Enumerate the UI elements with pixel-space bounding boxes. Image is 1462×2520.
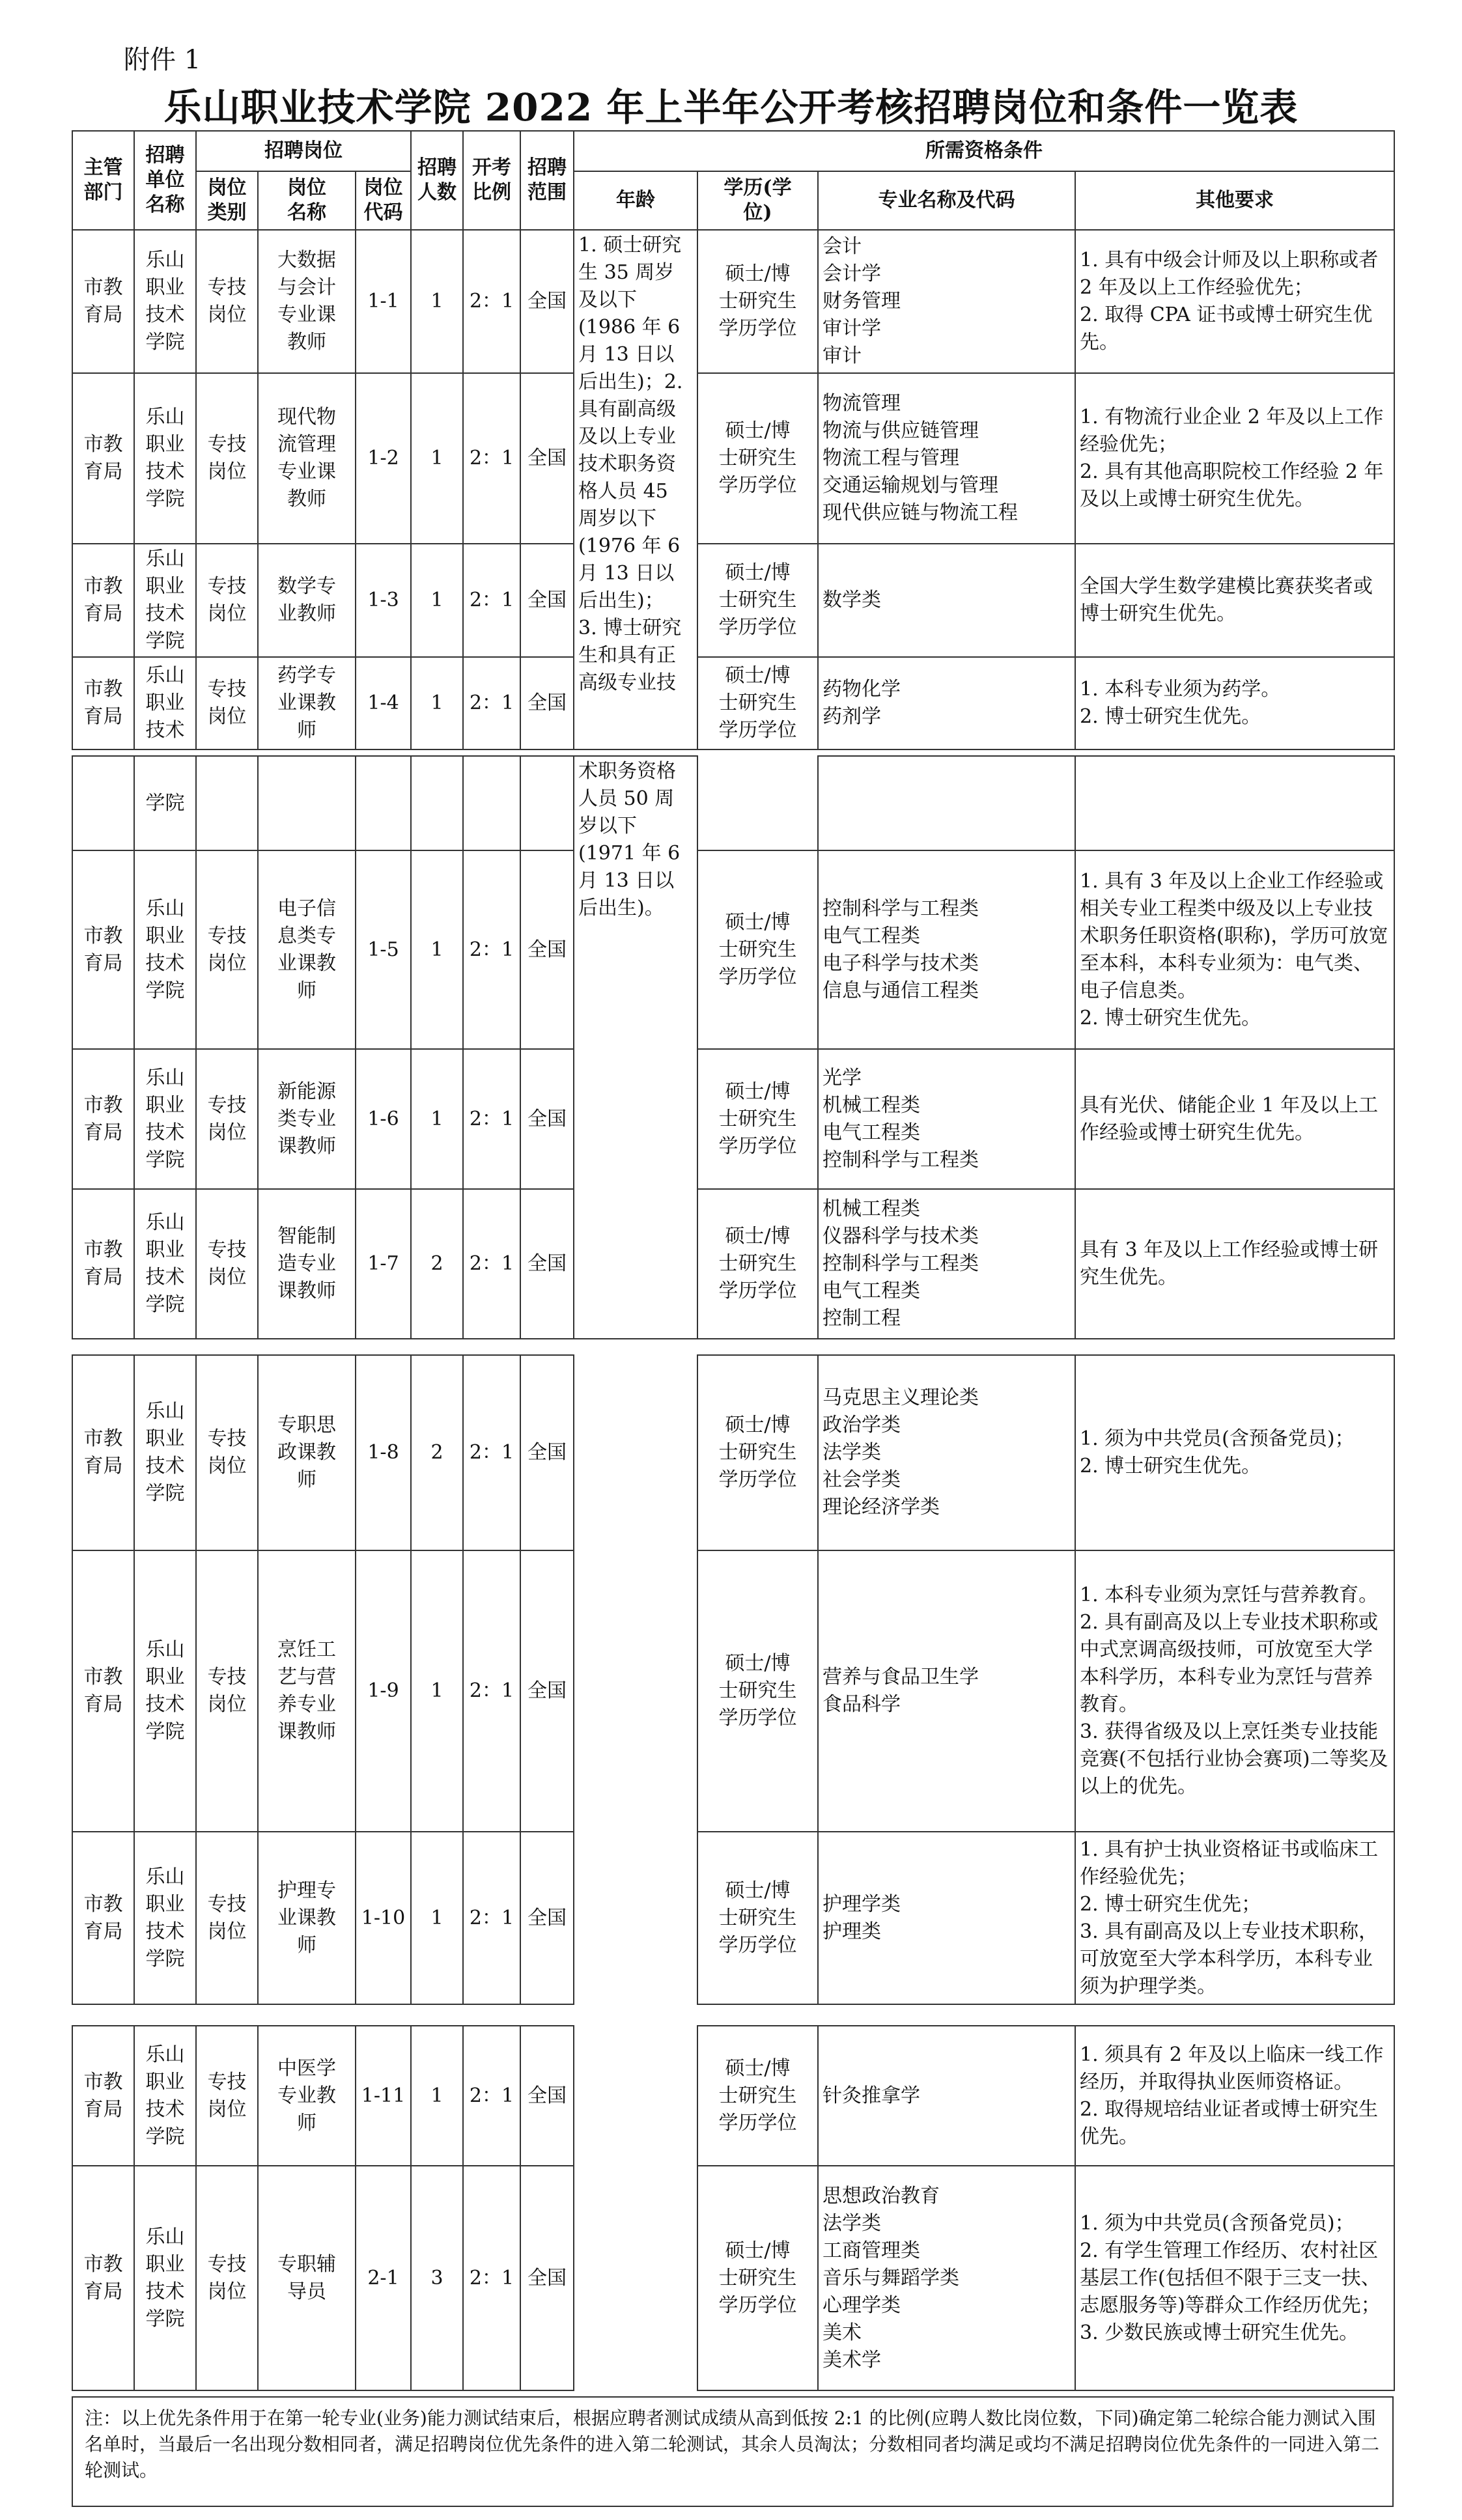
header-post-code: 岗位 代码: [356, 171, 411, 230]
cell-dept: 市教 育局: [72, 373, 134, 544]
cell-edu: 硕士/博 士研究生 学历学位: [697, 544, 818, 657]
cell-unit-continued: 学院: [134, 756, 196, 850]
cell-type: 专技 岗位: [196, 373, 258, 544]
cell-name: 数学专 业教师: [258, 544, 356, 657]
cell-major: 机械工程类 仪器科学与技术类 控制科学与工程类 电气工程类 控制工程: [818, 1189, 1075, 1339]
cell-count: 1: [411, 850, 463, 1049]
table-row: [72, 850, 1394, 1049]
cell-edu: 硕士/博 士研究生 学历学位: [697, 850, 818, 1049]
cell-dept: 市教 育局: [72, 2026, 134, 2166]
cell-edu: 硕士/博 士研究生 学历学位: [697, 1550, 818, 1832]
cell-dept: 市教 育局: [72, 1189, 134, 1339]
table-row: [72, 1189, 1394, 1339]
table-row: [72, 544, 1394, 657]
cell-edu: 硕士/博 士研究生 学历学位: [697, 230, 818, 373]
cell-edu: 硕士/博 士研究生 学历学位: [697, 373, 818, 544]
cell-other: 具有 3 年及以上工作经验或博士研究生优先。: [1075, 1189, 1394, 1339]
cell-edu: 硕士/博 士研究生 学历学位: [697, 1189, 818, 1339]
cell-count: 1: [411, 230, 463, 373]
cell-type: 专技 岗位: [196, 657, 258, 749]
cell-other: 1. 有物流行业企业 2 年及以上工作经验优先； 2. 具有其他高职院校工作经验 2 年及以上或博士研究生优先。: [1075, 373, 1394, 544]
cell-dept: 市教 育局: [72, 1049, 134, 1189]
cell-major: 控制科学与工程类 电气工程类 电子科学与技术类 信息与通信工程类: [818, 850, 1075, 1049]
cell-scope: 全国: [520, 544, 574, 657]
cell-count: 1: [411, 2026, 463, 2166]
page-title: 乐山职业技术学院 2022 年上半年公开考核招聘岗位和条件一览表: [163, 85, 1299, 130]
cell-other: 1. 具有 3 年及以上企业工作经验或相关专业工程类中级及以上专业技术职务任职资格(职称)，学历可放宽至本科，本科专业须为：电气类、电子信息类。 2. 博士研究生优先。: [1075, 850, 1394, 1049]
header-post-type: 岗位 类别: [196, 171, 258, 230]
cell-dept: 市教 育局: [72, 1550, 134, 1832]
recruitment-table-part-1: [72, 130, 1395, 750]
cell-unit: 乐山 职业 技术 学院: [134, 1355, 196, 1550]
cell-type: 专技 岗位: [196, 1832, 258, 2004]
cell-name: 智能制 造专业 课教师: [258, 1189, 356, 1339]
header-post-name: 岗位 名称: [258, 171, 356, 230]
cell-major: 营养与食品卫生学 食品科学: [818, 1550, 1075, 1832]
cell-unit: 乐山 职业 技术: [134, 657, 196, 749]
cell-code: 1-1: [356, 230, 411, 373]
cell-name: 中医学 专业教 师: [258, 2026, 356, 2166]
cell-edu: 硕士/博 士研究生 学历学位: [697, 1049, 818, 1189]
cell-code: 1-5: [356, 850, 411, 1049]
cell-code: 1-6: [356, 1049, 411, 1189]
cell-scope: 全国: [520, 1550, 574, 1832]
cell-other: 具有光伏、储能企业 1 年及以上工作经验或博士研究生优先。: [1075, 1049, 1394, 1189]
cell-code: 1-7: [356, 1189, 411, 1339]
cell-scope: 全国: [520, 1355, 574, 1550]
attachment-label: 附件 1: [124, 45, 201, 75]
cell-dept: 市教 育局: [72, 544, 134, 657]
table-row: [72, 657, 1394, 749]
cell-type: 专技 岗位: [196, 230, 258, 373]
cell-name: 新能源 类专业 课教师: [258, 1049, 356, 1189]
cell-count: 1: [411, 1049, 463, 1189]
header-unit: 招聘 单位 名称: [134, 131, 196, 230]
header-qualification-group: 所需资格条件: [574, 131, 1394, 171]
cell-scope: 全国: [520, 373, 574, 544]
table-row: [72, 1355, 1394, 1550]
cell-scope: 全国: [520, 2026, 574, 2166]
cell-dept: 市教 育局: [72, 850, 134, 1049]
recruitment-table-part-4: [72, 2025, 1395, 2391]
cell-scope: 全国: [520, 1049, 574, 1189]
cell-count: 3: [411, 2166, 463, 2390]
cell-ratio: 2：1: [463, 2166, 520, 2390]
cell-edu: 硕士/博 士研究生 学历学位: [697, 1355, 818, 1550]
cell-count: 1: [411, 1550, 463, 1832]
cell-ratio: 2：1: [463, 2026, 520, 2166]
cell-edu: 硕士/博 士研究生 学历学位: [697, 1832, 818, 2004]
cell-count: 1: [411, 1832, 463, 2004]
cell-edu: 硕士/博 士研究生 学历学位: [697, 657, 818, 749]
cell-unit: 乐山 职业 技术 学院: [134, 1189, 196, 1339]
cell-ratio: 2：1: [463, 373, 520, 544]
cell-type: 专技 岗位: [196, 1550, 258, 1832]
cell-scope: 全国: [520, 2166, 574, 2390]
cell-name: 现代物 流管理 专业课 教师: [258, 373, 356, 544]
cell-major: 物流管理 物流与供应链管理 物流工程与管理 交通运输规划与管理 现代供应链与物流工程: [818, 373, 1075, 544]
footnote: 注：以上优先条件用于在第一轮专业(业务)能力测试结束后，根据应聘者测试成绩从高到低按 2:1 的比例(应聘人数比岗位数，下同)确定第二轮综合能力测试入围名单时，当最后一名出现分数相同者，满足招聘岗位优先条件的进入第二轮测试，其余人员淘汰；分数相同者均满足或均不满足招聘岗位优先条件的一同进入第二轮测试。: [72, 2396, 1394, 2507]
cell-edu: 硕士/博 士研究生 学历学位: [697, 2166, 818, 2390]
cell-major: 针灸推拿学: [818, 2026, 1075, 2166]
cell-code: 1-2: [356, 373, 411, 544]
cell-scope: 全国: [520, 230, 574, 373]
cell-unit: 乐山 职业 技术 学院: [134, 2166, 196, 2390]
cell-unit: 乐山 职业 技术 学院: [134, 373, 196, 544]
cell-code: 2-1: [356, 2166, 411, 2390]
cell-unit: 乐山 职业 技术 学院: [134, 544, 196, 657]
cell-type: 专技 岗位: [196, 1189, 258, 1339]
header-dept: 主管 部门: [72, 131, 134, 230]
table-row: [72, 1832, 1394, 2004]
cell-major: 思想政治教育 法学类 工商管理类 音乐与舞蹈学类 心理学类 美术 美术学: [818, 2166, 1075, 2390]
cell-unit: 乐山 职业 技术 学院: [134, 2026, 196, 2166]
cell-major: 数学类: [818, 544, 1075, 657]
cell-major: 护理学类 护理类: [818, 1832, 1075, 2004]
recruitment-table-part-3: [72, 1354, 1395, 2005]
cell-ratio: 2：1: [463, 230, 520, 373]
cell-ratio: 2：1: [463, 1355, 520, 1550]
cell-other: 1. 具有护士执业资格证书或临床工作经验优先； 2. 博士研究生优先； 3. 具有副高及以上专业技术职称，可放宽至大学本科学历，本科专业须为护理学类。: [1075, 1832, 1394, 2004]
cell-scope: 全国: [520, 657, 574, 749]
cell-scope: 全国: [520, 1832, 574, 2004]
header-post-group: 招聘岗位: [196, 131, 411, 171]
table-row: [72, 230, 1394, 373]
cell-dept: 市教 育局: [72, 2166, 134, 2390]
cell-name: 护理专 业课教 师: [258, 1832, 356, 2004]
cell-other: 1. 须具有 2 年及以上临床一线工作经历，并取得执业医师资格证。 2. 取得规培结业证者或博士研究生优先。: [1075, 2026, 1394, 2166]
cell-count: 2: [411, 1189, 463, 1339]
table-row: [72, 1049, 1394, 1189]
cell-other: 1. 具有中级会计师及以上职称或者 2 年及以上工作经验优先； 2. 取得 CPA 证书或博士研究生优先。: [1075, 230, 1394, 373]
cell-dept: 市教 育局: [72, 1832, 134, 2004]
header-age: 年龄: [574, 171, 697, 230]
table-row: [72, 1550, 1394, 1832]
cell-code: 1-11: [356, 2026, 411, 2166]
cell-other: 1. 本科专业须为药学。 2. 博士研究生优先。: [1075, 657, 1394, 749]
cell-ratio: 2：1: [463, 657, 520, 749]
header-count: 招聘 人数: [411, 131, 463, 230]
cell-count: 2: [411, 1355, 463, 1550]
cell-age-part-1: 1. 硕士研究 生 35 周岁 及以下 (1986 年 6 月 13 日以 后出生)；2. 具有副高级 及以上专业 技术职务资 格人员 45 周岁以下 (1976 年 6 月 13 日以 后出生)； 3. 博士研究 生和具有正 高级专业技: [574, 230, 697, 749]
cell-dept: 市教 育局: [72, 657, 134, 749]
table-row: [72, 2166, 1394, 2390]
cell-other: 1. 须为中共党员(含预备党员)； 2. 有学生管理工作经历、农村社区基层工作(包括但不限于三支一扶、志愿服务等)等群众工作经历优先； 3. 少数民族或博士研究生优先。: [1075, 2166, 1394, 2390]
cell-type: 专技 岗位: [196, 2166, 258, 2390]
cell-code: 1-3: [356, 544, 411, 657]
cell-ratio: 2：1: [463, 850, 520, 1049]
cell-count: 1: [411, 544, 463, 657]
cell-dept: 市教 育局: [72, 1355, 134, 1550]
cell-count: 1: [411, 657, 463, 749]
cell-code: 1-8: [356, 1355, 411, 1550]
cell-ratio: 2：1: [463, 544, 520, 657]
cell-count: 1: [411, 373, 463, 544]
cell-dept: 市教 育局: [72, 230, 134, 373]
cell-edu: 硕士/博 士研究生 学历学位: [697, 2026, 818, 2166]
cell-ratio: 2：1: [463, 1550, 520, 1832]
cell-ratio: 2：1: [463, 1049, 520, 1189]
cell-unit: 乐山 职业 技术 学院: [134, 850, 196, 1049]
cell-scope: 全国: [520, 1189, 574, 1339]
cell-other: 全国大学生数学建模比赛获奖者或博士研究生优先。: [1075, 544, 1394, 657]
cell-type: 专技 岗位: [196, 1049, 258, 1189]
cell-type: 专技 岗位: [196, 544, 258, 657]
cell-other: 1. 须为中共党员(含预备党员)； 2. 博士研究生优先。: [1075, 1355, 1394, 1550]
cell-unit: 乐山 职业 技术 学院: [134, 1049, 196, 1189]
cell-major: 会计 会计学 财务管理 审计学 审计: [818, 230, 1075, 373]
cell-code: 1-9: [356, 1550, 411, 1832]
cell-name: 烹饪工 艺与营 养专业 课教师: [258, 1550, 356, 1832]
header-ratio: 开考 比例: [463, 131, 520, 230]
cell-name: 药学专 业课教 师: [258, 657, 356, 749]
cell-code: 1-4: [356, 657, 411, 749]
header-other: 其他要求: [1075, 171, 1394, 230]
cell-name: 大数据 与会计 专业课 教师: [258, 230, 356, 373]
table-row: [72, 373, 1394, 544]
cell-unit: 乐山 职业 技术 学院: [134, 230, 196, 373]
header-scope: 招聘 范围: [520, 131, 574, 230]
header-major: 专业名称及代码: [818, 171, 1075, 230]
cell-ratio: 2：1: [463, 1832, 520, 2004]
cell-unit: 乐山 职业 技术 学院: [134, 1832, 196, 2004]
cell-type: 专技 岗位: [196, 850, 258, 1049]
cell-name: 电子信 息类专 业课教 师: [258, 850, 356, 1049]
cell-major: 光学 机械工程类 电气工程类 控制科学与工程类: [818, 1049, 1075, 1189]
cell-age-part-2: 术职务资格 人员 50 周 岁以下 (1971 年 6 月 13 日以 后出生)。: [574, 756, 697, 1339]
table-row: [72, 2026, 1394, 2166]
recruitment-table-part-2: [72, 755, 1395, 1339]
cell-type: 专技 岗位: [196, 1355, 258, 1550]
cell-major: 马克思主义理论类 政治学类 法学类 社会学类 理论经济学类: [818, 1355, 1075, 1550]
cell-name: 专职辅 导员: [258, 2166, 356, 2390]
cell-ratio: 2：1: [463, 1189, 520, 1339]
cell-major: 药物化学 药剂学: [818, 657, 1075, 749]
cell-type: 专技 岗位: [196, 2026, 258, 2166]
continuation-row: [72, 756, 1394, 850]
cell-other: 1. 本科专业须为烹饪与营养教育。 2. 具有副高及以上专业技术职称或中式烹调高级技师，可放宽至大学本科学历，本科专业为烹饪与营养教育。 3. 获得省级及以上烹饪类专业技能竞赛(不包括行业协会赛项)二等奖及以上的优先。: [1075, 1550, 1394, 1832]
header-edu: 学历(学 位): [697, 171, 818, 230]
cell-code: 1-10: [356, 1832, 411, 2004]
cell-unit: 乐山 职业 技术 学院: [134, 1550, 196, 1832]
cell-scope: 全国: [520, 850, 574, 1049]
cell-name: 专职思 政课教 师: [258, 1355, 356, 1550]
